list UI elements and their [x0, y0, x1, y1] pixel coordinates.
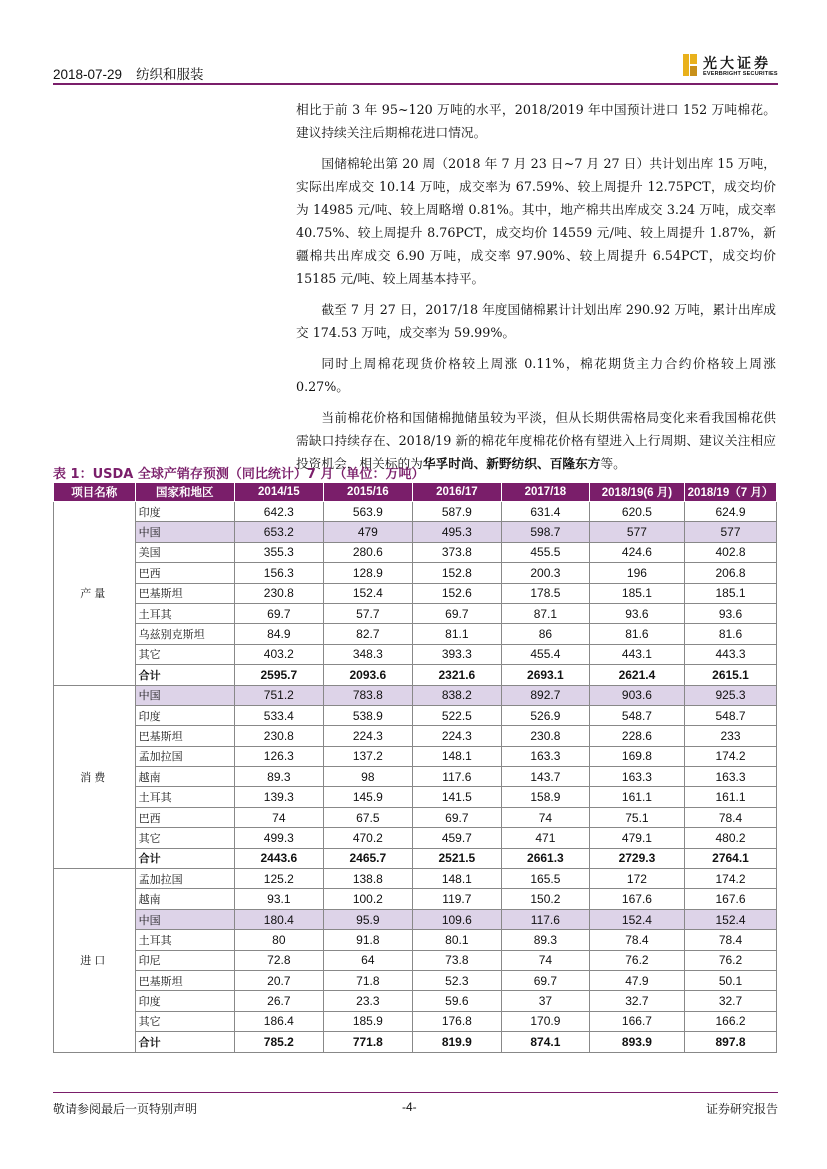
region-cell: 印度: [135, 991, 234, 1011]
value-cell: 2443.6: [234, 848, 323, 868]
value-cell: 152.6: [412, 583, 501, 603]
value-cell: 224.3: [323, 726, 412, 746]
value-cell: 563.9: [323, 502, 412, 522]
value-cell: 170.9: [501, 1011, 589, 1031]
region-cell: 中国: [135, 685, 234, 705]
region-cell: 印度: [135, 502, 234, 522]
value-cell: 69.7: [234, 603, 323, 623]
table-row: [54, 583, 777, 603]
table-row: [54, 869, 777, 889]
value-cell: 156.3: [234, 563, 323, 583]
value-cell: 72.8: [234, 950, 323, 970]
table-row: [54, 889, 777, 909]
paragraph: 国储棉轮出第 20 周（2018 年 7 月 23 日~7 月 27 日）共计划出库 15 万吨，实际出库成交 10.14 万吨，成交率为 67.59%、较上周提升 12.75PCT，成交均价为 14985 元/吨、较上周略增 0.81%。其中，地产棉共出库成交 3.24 万吨，成交率 40.75%、较上周提升 8.76PCT，成交均价 14559 元/吨、较上周提升 1.87%，新疆棉共出库成交 6.90 万吨，成交率 97.90%、较上周提升 6.54PCT，成交均价 15185 元/吨、较上周基本持平。: [296, 156, 776, 286]
region-cell: 巴基斯坦: [135, 583, 234, 603]
value-cell: 196: [589, 563, 684, 583]
value-cell: 32.7: [684, 991, 776, 1011]
value-cell: 163.3: [501, 746, 589, 766]
logo-name-cn: 光大证券: [703, 56, 771, 72]
column-header: 2016/17: [412, 483, 501, 502]
value-cell: 163.3: [684, 767, 776, 787]
category-cell: 消费: [54, 685, 136, 869]
table-header-row: [54, 483, 777, 502]
value-cell: 78.4: [684, 930, 776, 950]
value-cell: 59.6: [412, 991, 501, 1011]
value-cell: 89.3: [234, 767, 323, 787]
table-total-row: [54, 1032, 777, 1052]
value-cell: 84.9: [234, 624, 323, 644]
region-cell: 孟加拉国: [135, 869, 234, 889]
value-cell: 838.2: [412, 685, 501, 705]
value-cell: 119.7: [412, 889, 501, 909]
paragraph: 同时上周棉花现货价格较上周涨 0.11%，棉花期货主力合约价格较上周涨 0.27%。: [296, 356, 776, 394]
value-cell: 75.1: [589, 807, 684, 827]
table-row: [54, 726, 777, 746]
value-cell: 78.4: [684, 807, 776, 827]
value-cell: 459.7: [412, 828, 501, 848]
value-cell: 117.6: [501, 909, 589, 929]
value-cell: 150.2: [501, 889, 589, 909]
value-cell: 126.3: [234, 746, 323, 766]
value-cell: 403.2: [234, 644, 323, 664]
value-cell: 32.7: [589, 991, 684, 1011]
value-cell: 620.5: [589, 502, 684, 522]
value-cell: 495.3: [412, 522, 501, 542]
value-cell: 98: [323, 767, 412, 787]
value-cell: 280.6: [323, 542, 412, 562]
value-cell: 819.9: [412, 1032, 501, 1052]
value-cell: 2615.1: [684, 665, 776, 685]
value-cell: 148.1: [412, 746, 501, 766]
paragraph: 相比于前 3 年 95~120 万吨的水平，2018/2019 年中国预计进口 152 万吨棉花。建议持续关注后期棉花进口情况。: [296, 102, 776, 140]
region-cell: 其它: [135, 1011, 234, 1031]
body-text: [296, 98, 776, 483]
value-cell: 373.8: [412, 542, 501, 562]
value-cell: 172: [589, 869, 684, 889]
region-cell: 美国: [135, 542, 234, 562]
value-cell: 180.4: [234, 909, 323, 929]
header-divider: [53, 83, 778, 85]
value-cell: 69.7: [501, 970, 589, 990]
value-cell: 424.6: [589, 542, 684, 562]
conclusion-suffix: 等。: [600, 456, 626, 471]
value-cell: 533.4: [234, 705, 323, 725]
value-cell: 577: [589, 522, 684, 542]
value-cell: 230.8: [501, 726, 589, 746]
table-row: [54, 746, 777, 766]
value-cell: 892.7: [501, 685, 589, 705]
region-cell: 越南: [135, 767, 234, 787]
value-cell: 109.6: [412, 909, 501, 929]
value-cell: 455.4: [501, 644, 589, 664]
region-cell: 巴基斯坦: [135, 970, 234, 990]
value-cell: 152.4: [684, 909, 776, 929]
value-cell: 598.7: [501, 522, 589, 542]
value-cell: 93.6: [589, 603, 684, 623]
value-cell: 95.9: [323, 909, 412, 929]
column-header: 国家和地区: [135, 483, 234, 502]
value-cell: 81.6: [589, 624, 684, 644]
value-cell: 174.2: [684, 746, 776, 766]
value-cell: 161.1: [589, 787, 684, 807]
value-cell: 185.1: [589, 583, 684, 603]
value-cell: 91.8: [323, 930, 412, 950]
value-cell: 2764.1: [684, 848, 776, 868]
logo-name-en: EVERBRIGHT SECURITIES: [703, 71, 778, 77]
region-cell: 合计: [135, 665, 234, 685]
column-header: 项目名称: [54, 483, 136, 502]
value-cell: 117.6: [412, 767, 501, 787]
value-cell: 74: [501, 807, 589, 827]
report-date: 2018-07-29 纺织和服装: [53, 67, 204, 83]
value-cell: 874.1: [501, 1032, 589, 1052]
footer-report-type: 证券研究报告: [705, 1102, 778, 1116]
value-cell: 152.4: [323, 583, 412, 603]
value-cell: 631.4: [501, 502, 589, 522]
value-cell: 455.5: [501, 542, 589, 562]
value-cell: 470.2: [323, 828, 412, 848]
value-cell: 128.9: [323, 563, 412, 583]
value-cell: 178.5: [501, 583, 589, 603]
value-cell: 69.7: [412, 807, 501, 827]
value-cell: 224.3: [412, 726, 501, 746]
table-row: [54, 624, 777, 644]
value-cell: 230.8: [234, 583, 323, 603]
table-row: [54, 930, 777, 950]
value-cell: 81.1: [412, 624, 501, 644]
region-cell: 合计: [135, 1032, 234, 1052]
column-header: 2017/18: [501, 483, 589, 502]
value-cell: 186.4: [234, 1011, 323, 1031]
region-cell: 其它: [135, 828, 234, 848]
value-cell: 163.3: [589, 767, 684, 787]
value-cell: 903.6: [589, 685, 684, 705]
value-cell: 52.3: [412, 970, 501, 990]
category-cell: 产量: [54, 502, 136, 686]
region-cell: 巴西: [135, 563, 234, 583]
region-cell: 其它: [135, 644, 234, 664]
table-row: [54, 705, 777, 725]
value-cell: 23.3: [323, 991, 412, 1011]
value-cell: 143.7: [501, 767, 589, 787]
value-cell: 479.1: [589, 828, 684, 848]
value-cell: 185.1: [684, 583, 776, 603]
value-cell: 471: [501, 828, 589, 848]
usda-cotton-table: [53, 482, 777, 1053]
table-row: [54, 828, 777, 848]
value-cell: 200.3: [501, 563, 589, 583]
table-row: [54, 991, 777, 1011]
value-cell: 526.9: [501, 705, 589, 725]
region-cell: 孟加拉国: [135, 746, 234, 766]
value-cell: 897.8: [684, 1032, 776, 1052]
value-cell: 145.9: [323, 787, 412, 807]
region-cell: 巴基斯坦: [135, 726, 234, 746]
value-cell: 86: [501, 624, 589, 644]
value-cell: 74: [234, 807, 323, 827]
table-row: [54, 909, 777, 929]
value-cell: 548.7: [589, 705, 684, 725]
value-cell: 642.3: [234, 502, 323, 522]
table-row: [54, 542, 777, 562]
value-cell: 93.6: [684, 603, 776, 623]
table-row: [54, 950, 777, 970]
value-cell: 2729.3: [589, 848, 684, 868]
value-cell: 152.8: [412, 563, 501, 583]
value-cell: 78.4: [589, 930, 684, 950]
value-cell: 176.8: [412, 1011, 501, 1031]
company-logo: [683, 52, 778, 80]
value-cell: 167.6: [684, 889, 776, 909]
value-cell: 2595.7: [234, 665, 323, 685]
region-cell: 中国: [135, 522, 234, 542]
value-cell: 2661.3: [501, 848, 589, 868]
value-cell: 925.3: [684, 685, 776, 705]
value-cell: 783.8: [323, 685, 412, 705]
table-total-row: [54, 848, 777, 868]
value-cell: 158.9: [501, 787, 589, 807]
region-cell: 土耳其: [135, 603, 234, 623]
table-row: [54, 522, 777, 542]
value-cell: 206.8: [684, 563, 776, 583]
value-cell: 2521.5: [412, 848, 501, 868]
value-cell: 47.9: [589, 970, 684, 990]
column-header: 2014/15: [234, 483, 323, 502]
value-cell: 152.4: [589, 909, 684, 929]
value-cell: 74: [501, 950, 589, 970]
value-cell: 355.3: [234, 542, 323, 562]
value-cell: 76.2: [589, 950, 684, 970]
value-cell: 2693.1: [501, 665, 589, 685]
footer-divider: [53, 1092, 778, 1093]
value-cell: 87.1: [501, 603, 589, 623]
region-cell: 土耳其: [135, 930, 234, 950]
value-cell: 2465.7: [323, 848, 412, 868]
value-cell: 443.3: [684, 644, 776, 664]
value-cell: 348.3: [323, 644, 412, 664]
table-title: 表 1：USDA 全球产销存预测（同比统计）7 月（单位：万吨）: [53, 467, 425, 482]
value-cell: 89.3: [501, 930, 589, 950]
value-cell: 69.7: [412, 603, 501, 623]
value-cell: 480.2: [684, 828, 776, 848]
region-cell: 巴西: [135, 807, 234, 827]
column-header: 2018/19(6 月): [589, 483, 684, 502]
value-cell: 577: [684, 522, 776, 542]
value-cell: 233: [684, 726, 776, 746]
table-row: [54, 502, 777, 522]
value-cell: 167.6: [589, 889, 684, 909]
value-cell: 771.8: [323, 1032, 412, 1052]
region-cell: 印尼: [135, 950, 234, 970]
value-cell: 148.1: [412, 869, 501, 889]
logo-mark-icon: [683, 54, 697, 76]
table-row: [54, 603, 777, 623]
value-cell: 76.2: [684, 950, 776, 970]
value-cell: 624.9: [684, 502, 776, 522]
region-cell: 土耳其: [135, 787, 234, 807]
region-cell: 合计: [135, 848, 234, 868]
value-cell: 165.5: [501, 869, 589, 889]
region-cell: 印度: [135, 705, 234, 725]
value-cell: 402.8: [684, 542, 776, 562]
value-cell: 2321.6: [412, 665, 501, 685]
table-total-row: [54, 665, 777, 685]
table-row: [54, 644, 777, 664]
value-cell: 93.1: [234, 889, 323, 909]
region-cell: 越南: [135, 889, 234, 909]
value-cell: 548.7: [684, 705, 776, 725]
table-body: [54, 502, 777, 1053]
value-cell: 587.9: [412, 502, 501, 522]
value-cell: 751.2: [234, 685, 323, 705]
value-cell: 80.1: [412, 930, 501, 950]
value-cell: 100.2: [323, 889, 412, 909]
value-cell: 71.8: [323, 970, 412, 990]
value-cell: 82.7: [323, 624, 412, 644]
region-cell: 乌兹别克斯坦: [135, 624, 234, 644]
value-cell: 538.9: [323, 705, 412, 725]
value-cell: 228.6: [589, 726, 684, 746]
value-cell: 64: [323, 950, 412, 970]
value-cell: 57.7: [323, 603, 412, 623]
table-row: [54, 563, 777, 583]
value-cell: 166.7: [589, 1011, 684, 1031]
value-cell: 37: [501, 991, 589, 1011]
value-cell: 443.1: [589, 644, 684, 664]
value-cell: 893.9: [589, 1032, 684, 1052]
column-header: 2015/16: [323, 483, 412, 502]
value-cell: 174.2: [684, 869, 776, 889]
value-cell: 139.3: [234, 787, 323, 807]
value-cell: 2621.4: [589, 665, 684, 685]
page-number: -4-: [402, 1100, 417, 1114]
value-cell: 73.8: [412, 950, 501, 970]
value-cell: 26.7: [234, 991, 323, 1011]
value-cell: 185.9: [323, 1011, 412, 1031]
table-row: [54, 1011, 777, 1031]
value-cell: 2093.6: [323, 665, 412, 685]
value-cell: 522.5: [412, 705, 501, 725]
value-cell: 67.5: [323, 807, 412, 827]
value-cell: 20.7: [234, 970, 323, 990]
value-cell: 230.8: [234, 726, 323, 746]
value-cell: 499.3: [234, 828, 323, 848]
table-row: [54, 767, 777, 787]
value-cell: 161.1: [684, 787, 776, 807]
table-row: [54, 807, 777, 827]
paragraph: 截至 7 月 27 日，2017/18 年度国储棉累计计划出库 290.92 万吨，累计出库成交 174.53 万吨，成交率为 59.99%。: [296, 302, 776, 340]
footer-disclaimer: 敬请参阅最后一页特别声明: [53, 1102, 198, 1116]
value-cell: 785.2: [234, 1032, 323, 1052]
related-stocks: 华孚时尚、新野纺织、百隆东方: [422, 456, 601, 471]
value-cell: 393.3: [412, 644, 501, 664]
table-row: [54, 685, 777, 705]
value-cell: 141.5: [412, 787, 501, 807]
value-cell: 479: [323, 522, 412, 542]
value-cell: 125.2: [234, 869, 323, 889]
value-cell: 166.2: [684, 1011, 776, 1031]
value-cell: 653.2: [234, 522, 323, 542]
conclusion-text: 当前棉花价格和国储棉抛储虽较为平淡，但从长期供需格局变化来看我国棉花供需缺口持续存在、2018/19 新的棉花年度棉花价格有望进入上行周期、建议关注相应投资机会，相关标的为: [296, 410, 776, 471]
table-row: [54, 970, 777, 990]
region-cell: 中国: [135, 909, 234, 929]
category-cell: 进口: [54, 869, 136, 1053]
report-section: 纺织和服装: [136, 67, 204, 83]
value-cell: 169.8: [589, 746, 684, 766]
table-row: [54, 787, 777, 807]
value-cell: 137.2: [323, 746, 412, 766]
value-cell: 80: [234, 930, 323, 950]
value-cell: 138.8: [323, 869, 412, 889]
value-cell: 81.6: [684, 624, 776, 644]
value-cell: 50.1: [684, 970, 776, 990]
column-header: 2018/19（7 月）: [684, 483, 776, 502]
